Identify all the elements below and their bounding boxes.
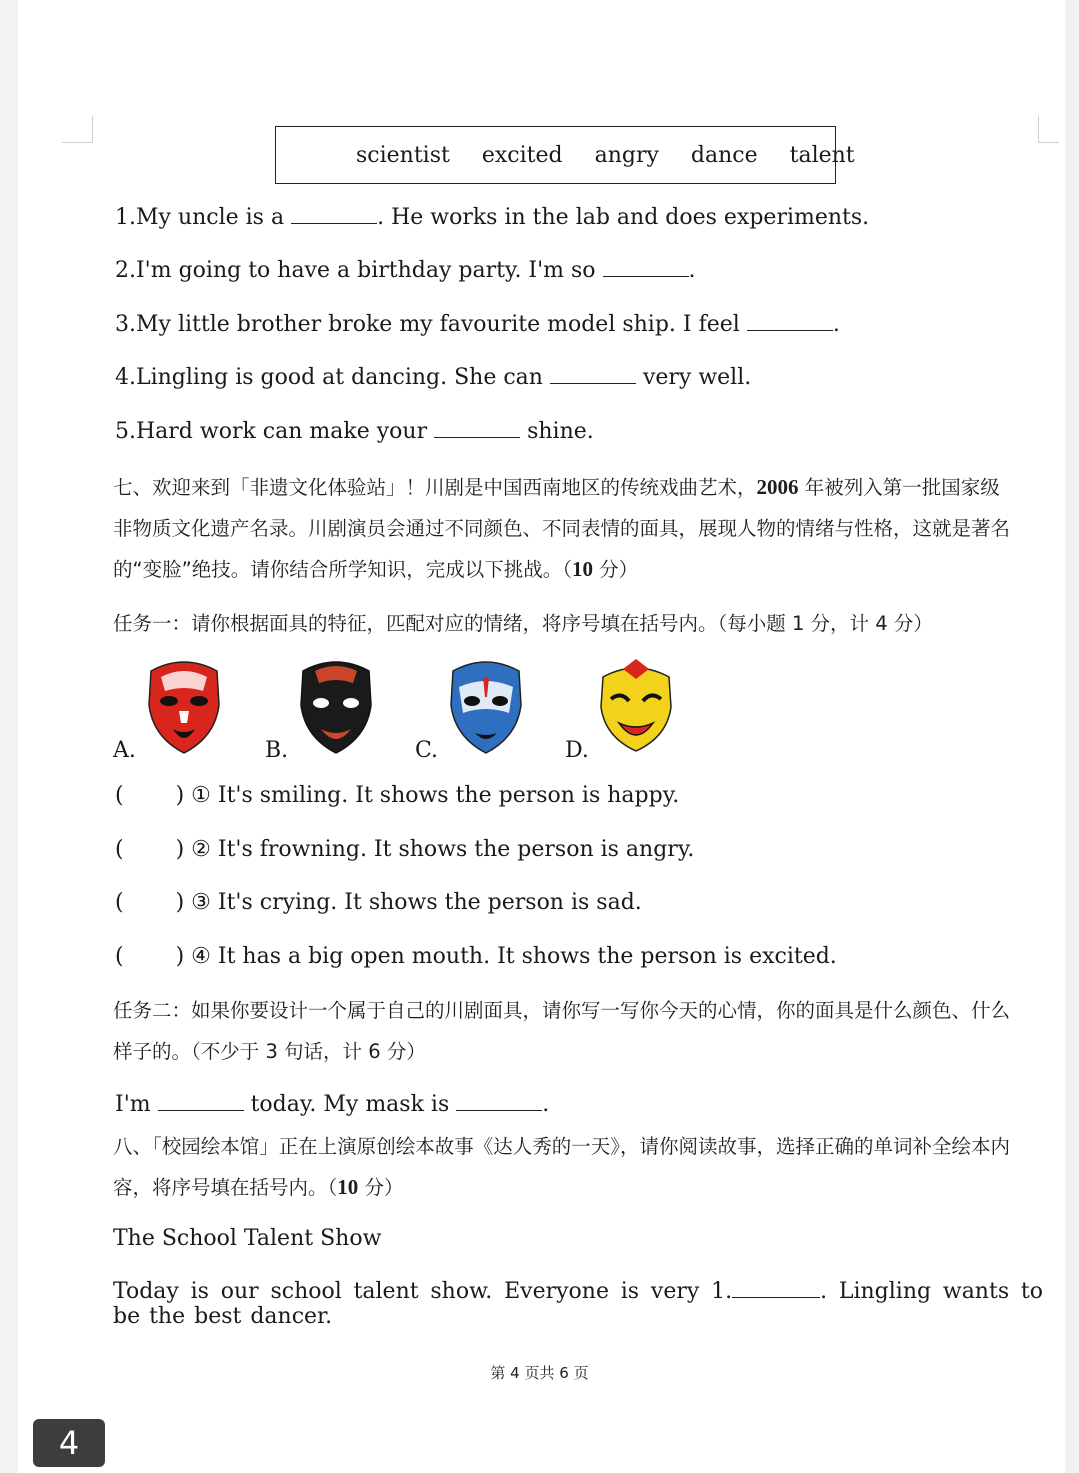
word-bank-item: dance xyxy=(690,142,758,168)
matching-item-1: ( ) ① It's smiling. It shows the person is happy. xyxy=(115,783,680,808)
task-1-instruction: 任务一：请你根据面具的特征，匹配对应的情绪，将序号填在括号内。（每小题 1 分，计 4 分） xyxy=(113,612,933,635)
mask-option-a: A. xyxy=(113,655,263,765)
fill-sentence-4: 4.Lingling is good at dancing. She can very well. xyxy=(115,365,752,390)
section-7-intro: 七、欢迎来到「非遗文化体验站」！川剧是中国西南地区的传统戏曲艺术，2006 年被列入第一批国家级非物质文化遗产名录。川剧演员会通过不同颜色、不同表情的面具，展现人物的情绪与性格，这就是著名的“变脸”绝技。请你结合所学知识，完成以下挑战。（10 分） xyxy=(113,475,1011,581)
word-bank-box xyxy=(275,126,855,184)
page-number-badge[interactable]: 4 xyxy=(33,1419,105,1467)
mask-option-c: C. xyxy=(415,655,565,765)
matching-item-2: ( ) ② It's frowning. It shows the person is angry. xyxy=(115,837,695,862)
story-title: The School Talent Show xyxy=(113,1226,382,1251)
black-opera-mask-icon xyxy=(295,657,377,755)
crop-mark-left xyxy=(62,116,93,143)
fill-sentence-1: 1.My uncle is a . He works in the lab and does experiments. xyxy=(115,205,870,230)
fill-sentence-2: 2.I'm going to have a birthday party. I'm so . xyxy=(115,258,696,283)
word-bank-item: angry xyxy=(594,142,659,168)
task-2-instruction: 任务二：如果你要设计一个属于自己的川剧面具，请你写一写你今天的心情，你的面具是什么颜色、什么样子的。（不少于 3 句话，计 6 分） xyxy=(113,999,1011,1063)
fill-sentence-3: 3.My little brother broke my favourite model ship. I feel . xyxy=(115,312,840,337)
section-8-intro: 八、「校园绘本馆」正在上演原创绘本故事《达人秀的一天》，请你阅读故事，选择正确的单词补全绘本内容，将序号填在括号内。（10 分） xyxy=(113,1135,1011,1199)
yellow-opera-mask-icon xyxy=(595,657,677,755)
blue-opera-mask-icon xyxy=(445,657,527,755)
word-bank-item: excited xyxy=(481,142,563,168)
matching-item-4: ( ) ④ It has a big open mouth. It shows the person is excited. xyxy=(115,944,837,969)
crop-mark-right xyxy=(1038,116,1059,143)
mask-option-b: B. xyxy=(265,655,415,765)
mask-option-d: D. xyxy=(565,655,715,765)
mask-options xyxy=(113,655,733,765)
matching-item-3: ( ) ③ It's crying. It shows the person is sad. xyxy=(115,890,642,915)
task-2-sentence: I'm today. My mask is . xyxy=(115,1092,550,1117)
story-paragraph: Today is our school talent show. Everyone is very 1. . Lingling wants to be the best dancer. xyxy=(113,1279,1043,1329)
word-bank-item: scientist xyxy=(356,142,450,168)
fill-sentence-5: 5.Hard work can make your shine. xyxy=(115,419,594,444)
red-opera-mask-icon xyxy=(143,657,225,755)
word-bank-item: talent xyxy=(789,142,855,168)
page-footer: 第 4 页共 6 页 xyxy=(490,1364,589,1382)
